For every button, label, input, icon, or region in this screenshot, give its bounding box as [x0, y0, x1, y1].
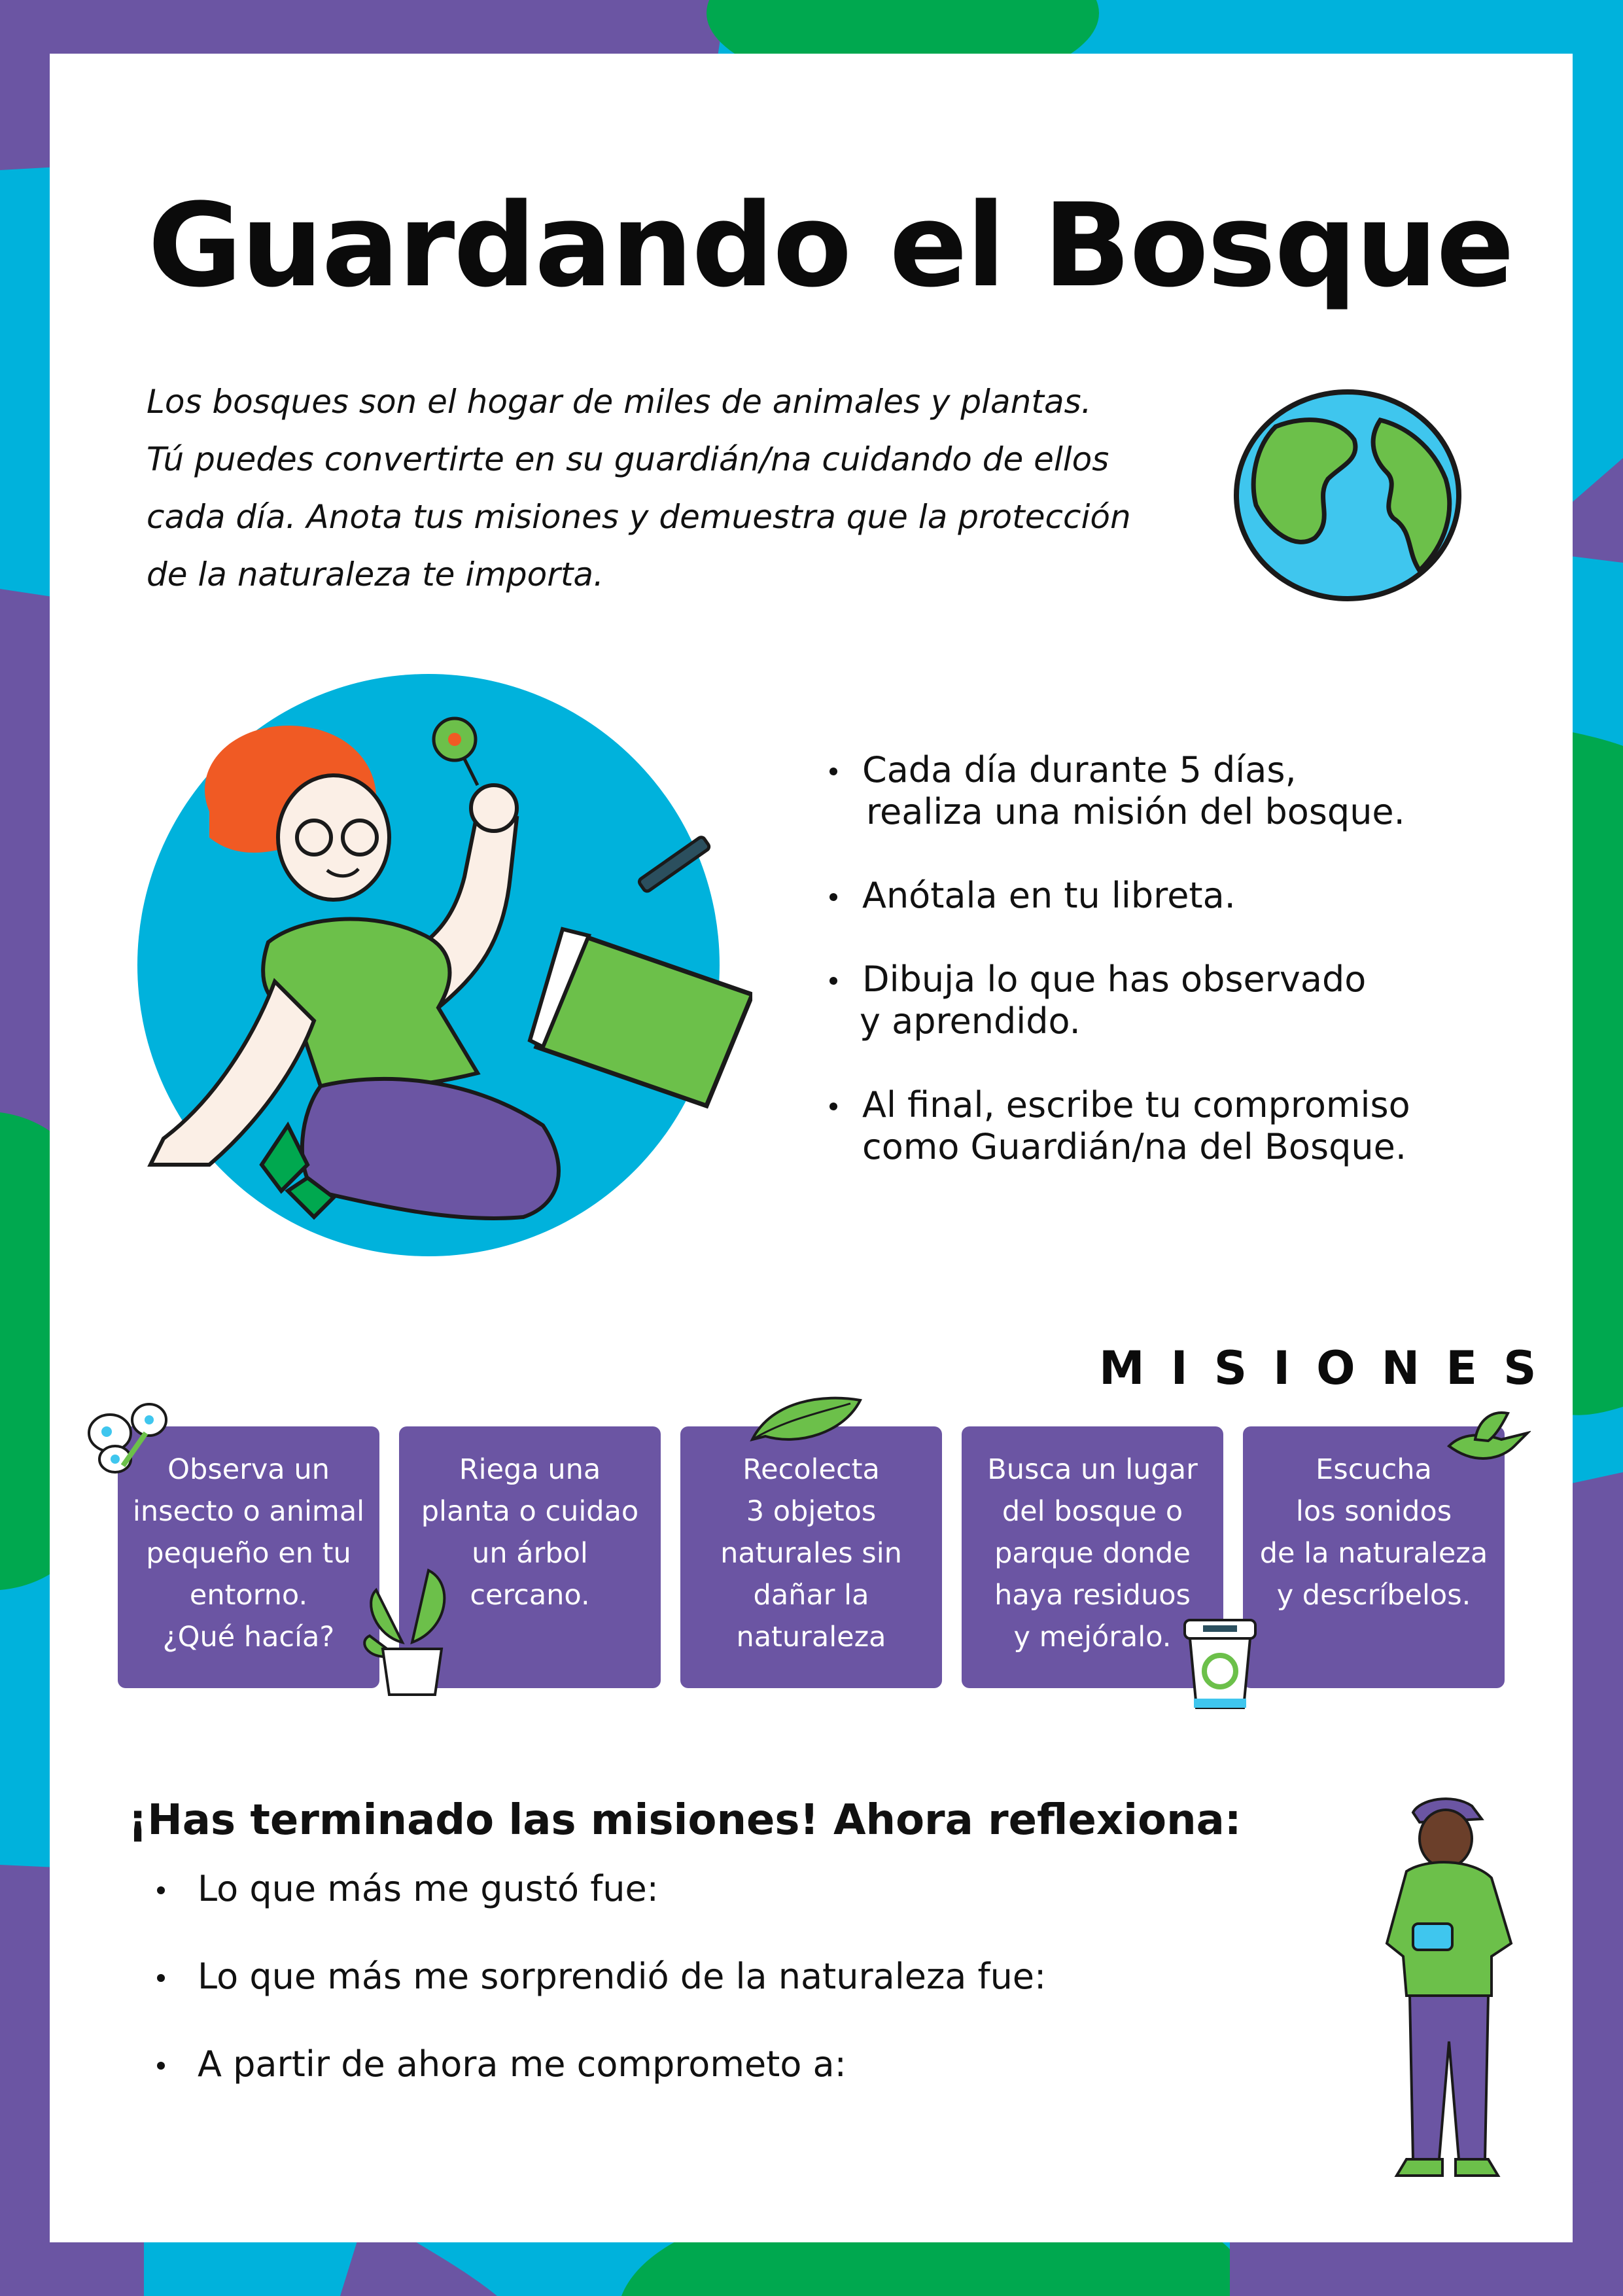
bullet-icon [829, 893, 837, 901]
intro-line: Tú puedes convertirte en su guardián/na cuidando de ellos [147, 440, 1109, 478]
list-item [157, 2043, 846, 2085]
mission-text: un árbol [472, 1537, 588, 1570]
bullet-icon [829, 977, 837, 985]
list-item [829, 749, 1405, 833]
mission-text: Recolecta [742, 1453, 880, 1486]
boy-with-camera-illustration [1367, 1793, 1524, 2185]
mission-text: ¿Qué hacía? [162, 1621, 335, 1653]
mission-text: Riega una [459, 1453, 601, 1486]
reflection-heading: ¡Has terminado las misiones! Ahora reflexiona: [128, 1796, 1242, 1845]
list-item-text: A partir de ahora me comprometo a: [198, 2043, 846, 2085]
butterfly-icon [84, 1400, 175, 1479]
list-item [829, 1084, 1410, 1168]
mission-text: naturaleza [736, 1621, 886, 1653]
bullet-icon [157, 2062, 165, 2070]
mission-text: pequeño en tu [146, 1537, 351, 1570]
bullet-icon [157, 1974, 165, 1982]
list-item [157, 1868, 659, 1910]
mission-text: cercano. [470, 1579, 590, 1612]
bird-icon [1442, 1407, 1531, 1472]
mission-text: de la naturaleza [1259, 1537, 1488, 1570]
page-title: Guardando el Bosque [148, 179, 1513, 313]
girl-illustration [137, 667, 752, 1269]
mission-text: haya residuos [994, 1579, 1191, 1612]
mission-text: insecto o animal [132, 1495, 365, 1528]
mission-card [680, 1426, 942, 1688]
mission-text: y mejóralo. [1013, 1621, 1172, 1653]
mission-text: Escucha [1316, 1453, 1432, 1486]
mission-text: entorno. [189, 1579, 308, 1612]
list-item-text: Cada día durante 5 días, [862, 749, 1297, 790]
mission-text: del bosque o [1002, 1495, 1183, 1528]
recycle-bin-icon [1181, 1616, 1259, 1714]
earth-icon [1230, 387, 1465, 603]
mission-text: planta o cuidao [421, 1495, 639, 1528]
bullet-icon [829, 1103, 837, 1110]
mission-text: Busca un lugar [987, 1453, 1198, 1486]
list-item-text: Lo que más me gustó fue: [198, 1868, 659, 1909]
potted-plant-icon [357, 1564, 461, 1701]
mission-text: y descríbelos. [1276, 1579, 1471, 1612]
mission-text: 3 objetos [746, 1495, 877, 1528]
intro-line: de la naturaleza te importa. [147, 556, 604, 593]
list-item-text: Dibuja lo que has observado [862, 959, 1367, 1000]
mission-text: dañar la [753, 1579, 869, 1612]
list-item-text: Anótala en tu libreta. [862, 875, 1236, 916]
list-item-text: como Guardián/na del Bosque. [862, 1126, 1406, 1167]
intro-line: cada día. Anota tus misiones y demuestra que la protección [147, 498, 1131, 536]
intro-paragraph [147, 373, 1206, 603]
mission-text: Observa un [167, 1453, 330, 1486]
bullet-icon [829, 768, 837, 775]
list-item-text: Lo que más me sorprendió de la naturaleza fue: [198, 1956, 1047, 1997]
missions-heading: MISIONES [1099, 1341, 1563, 1395]
mission-text: los sonidos [1295, 1495, 1452, 1528]
mission-text: parque donde [994, 1537, 1191, 1570]
bullet-icon [157, 1886, 165, 1894]
list-item [829, 959, 1366, 1042]
intro-line: Los bosques son el hogar de miles de animales y plantas. [147, 383, 1092, 421]
list-item-text: realiza una misión del bosque. [866, 791, 1405, 832]
mission-text: naturales sin [720, 1537, 902, 1570]
list-item-text: y aprendido. [860, 1000, 1081, 1042]
list-item [829, 875, 1236, 917]
leaf-icon [746, 1394, 864, 1446]
list-item [157, 1956, 1046, 1998]
list-item-text: Al final, escribe tu compromiso [862, 1084, 1410, 1125]
